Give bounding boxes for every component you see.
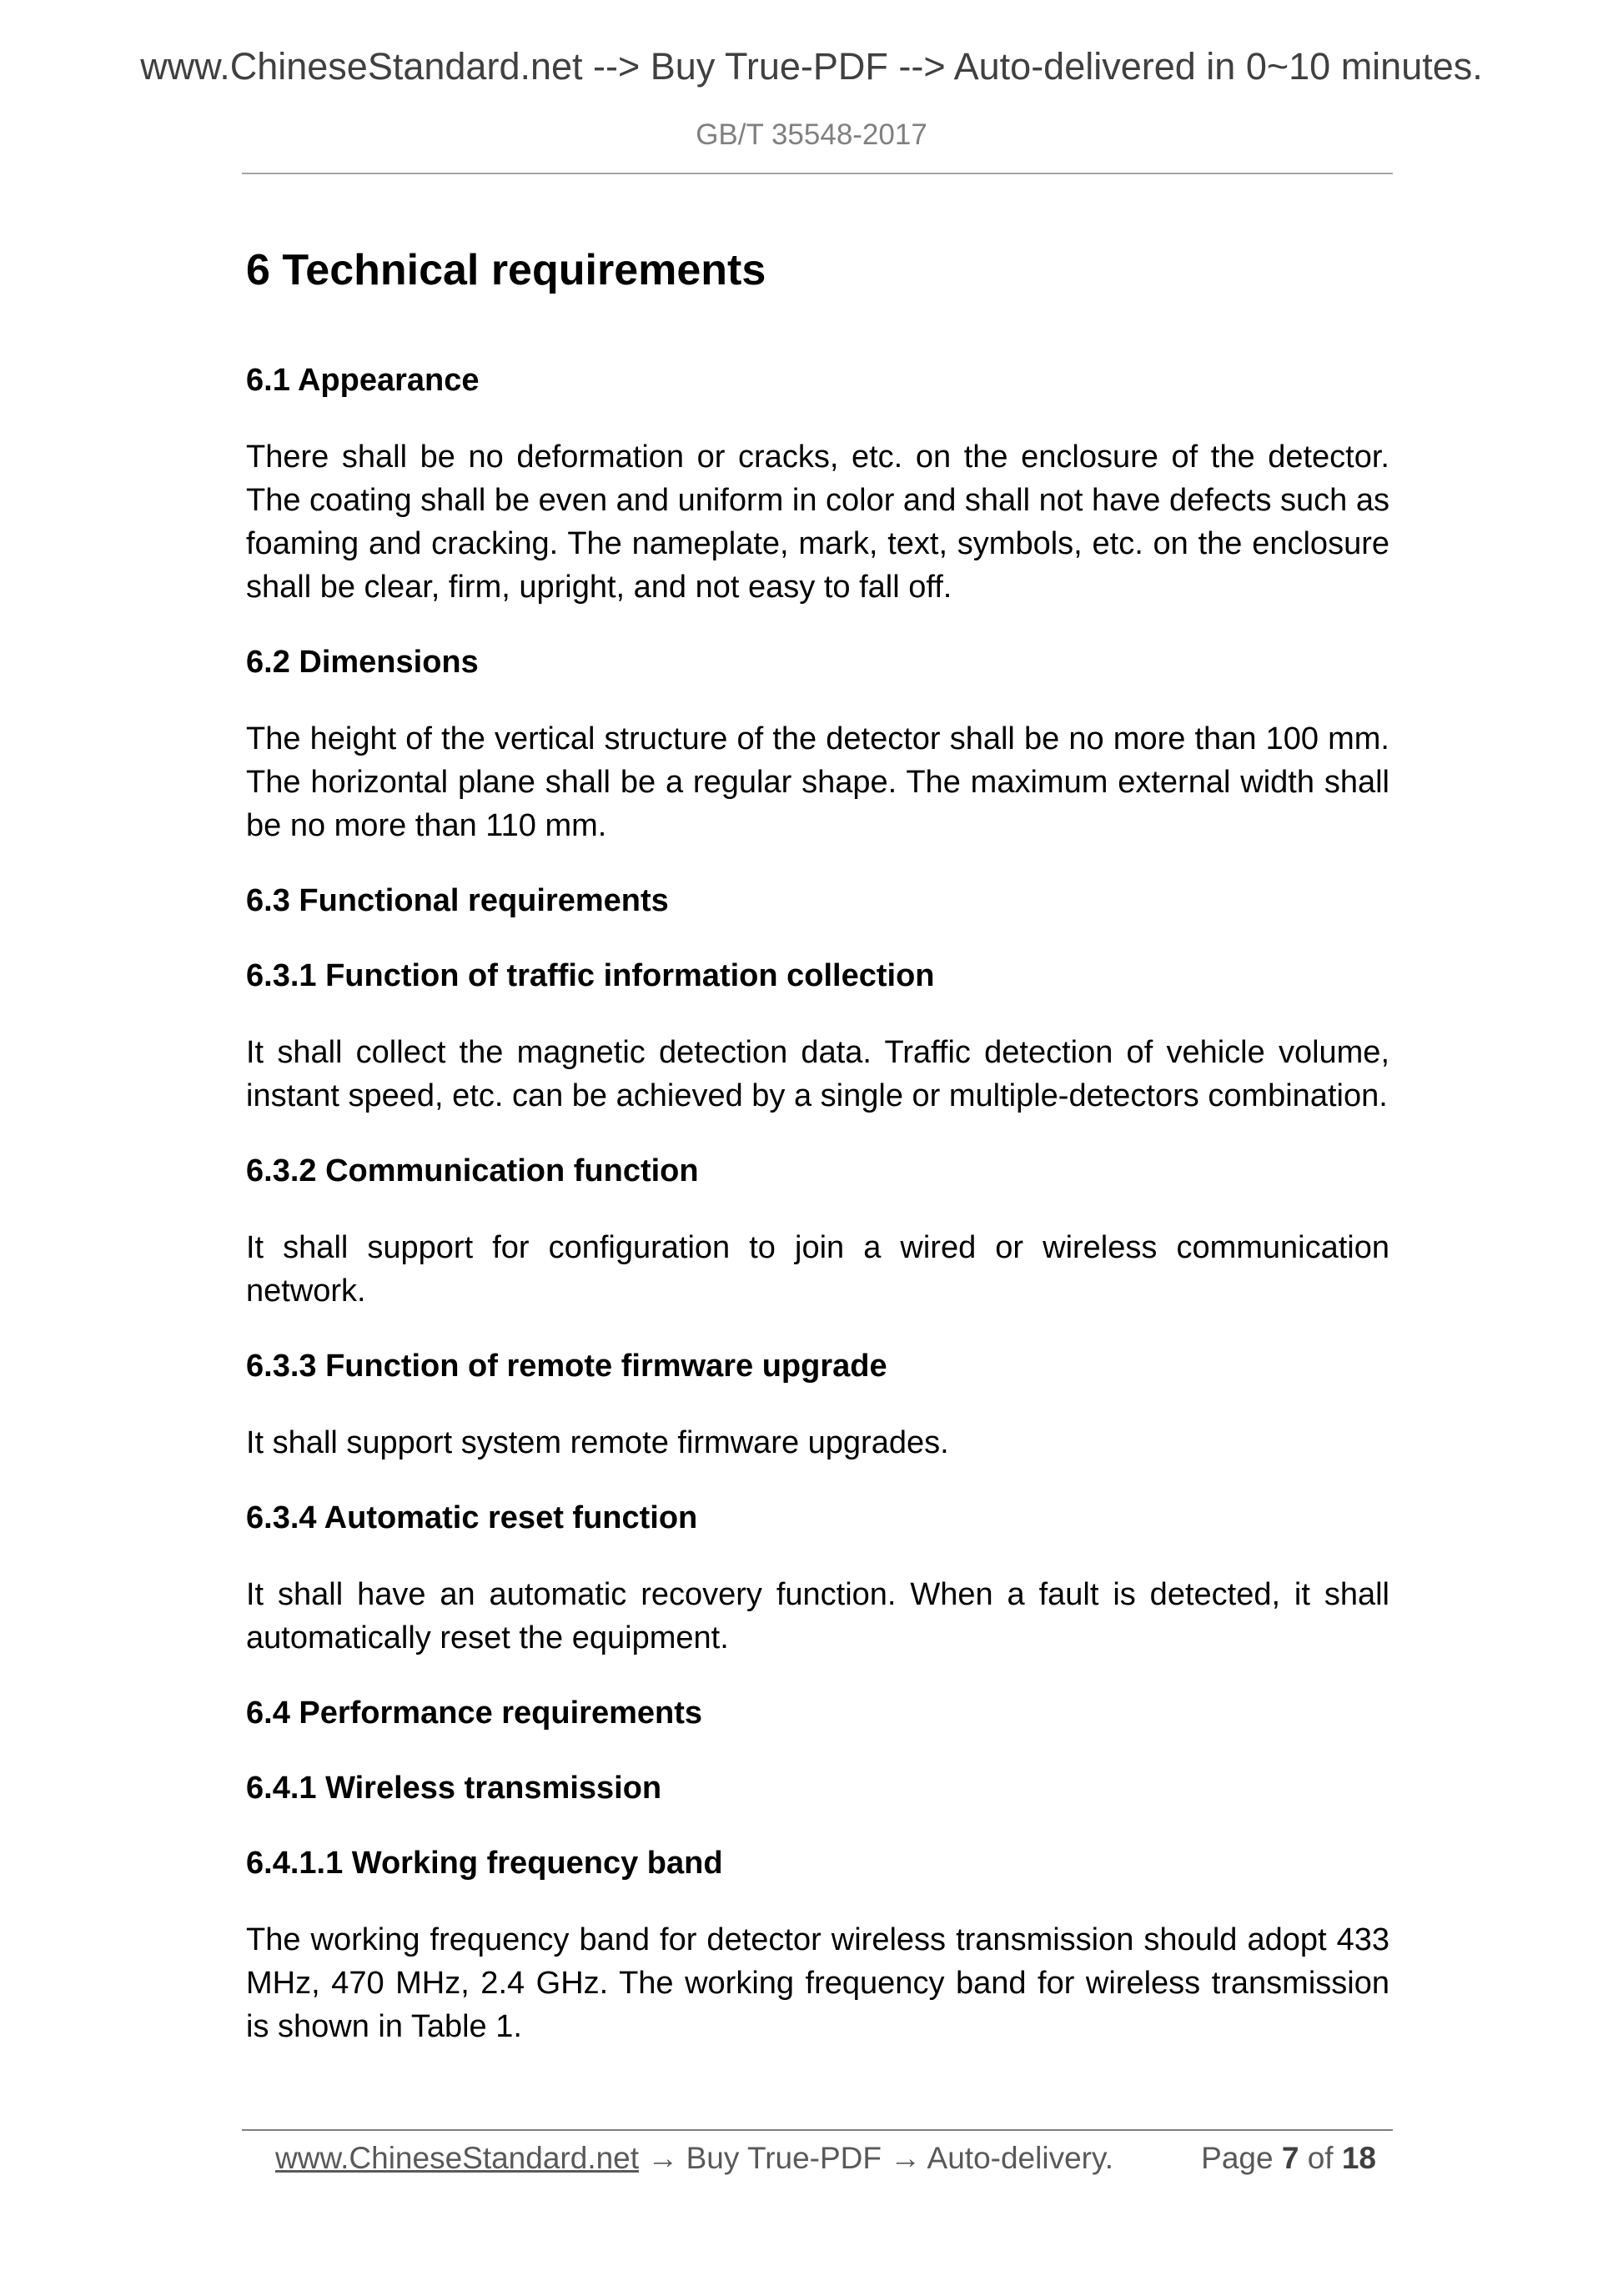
paragraph-6-4-1-1: The working frequency band for detector wireless transmission should adopt 433 MHz, 470 MHz, 2.4 GHz. The working frequency band for wireless transmission is shown in Table 1. bbox=[246, 1922, 1389, 2044]
page-number bbox=[1201, 2133, 1376, 2183]
page-total: 18 bbox=[1341, 2141, 1376, 2175]
page-current: 7 bbox=[1281, 2141, 1299, 2175]
paragraph-6-2: The height of the vertical structure of the detector shall be no more than 100 mm. The horizontal plane shall be a regular shape. The maximum external width shall be no more than 110 mm. bbox=[246, 721, 1389, 843]
arrow-right-icon: → bbox=[647, 2141, 679, 2175]
footer-site-link[interactable]: www.ChineseStandard.net bbox=[275, 2141, 640, 2175]
heading-6-4: 6.4 Performance requirements bbox=[246, 1696, 703, 1731]
heading-6-1: 6.1 Appearance bbox=[246, 363, 480, 398]
section-title: 6 Technical requirements bbox=[246, 246, 766, 294]
header-divider bbox=[242, 173, 1393, 174]
heading-6-3-2: 6.3.2 Communication function bbox=[246, 1153, 699, 1188]
paragraph-6-3-4: It shall have an automatic recovery function. When a fault is detected, it shall automatically reset the equipment. bbox=[246, 1577, 1389, 1655]
page-content bbox=[246, 234, 1389, 2048]
page-of: of bbox=[1307, 2141, 1334, 2175]
arrow-right-icon: → bbox=[890, 2141, 922, 2175]
heading-6-2: 6.2 Dimensions bbox=[246, 645, 479, 680]
heading-6-3-1: 6.3.1 Function of traffic information collection bbox=[246, 958, 935, 993]
footer-delivery-text: Auto-delivery. bbox=[927, 2141, 1114, 2175]
paragraph-6-1: There shall be no deformation or cracks, etc. on the enclosure of the detector. The coating shall be even and uniform in color and shall not have defects such as foaming and cracking. The nameplate, mark, text, symbols, etc. on the enclosure shall be clear, firm, upright, and not easy to fall off. bbox=[246, 440, 1389, 605]
footer-buy-text: Buy True-PDF bbox=[686, 2141, 882, 2175]
top-banner: www.ChineseStandard.net --> Buy True-PDF --> Auto-delivered in 0~10 minutes. bbox=[140, 45, 1483, 88]
heading-6-3-3: 6.3.3 Function of remote firmware upgrade bbox=[246, 1349, 887, 1384]
standard-code: GB/T 35548-2017 bbox=[696, 118, 927, 151]
heading-6-4-1: 6.4.1 Wireless transmission bbox=[246, 1771, 662, 1806]
page-footer bbox=[275, 2133, 1376, 2183]
paragraph-6-3-3: It shall support system remote firmware upgrades. bbox=[246, 1425, 949, 1460]
heading-6-3-4: 6.3.4 Automatic reset function bbox=[246, 1500, 698, 1535]
paragraph-6-3-2: It shall support for configuration to join a wired or wireless communication network. bbox=[246, 1230, 1389, 1309]
footer-divider bbox=[242, 2129, 1393, 2131]
page-label: Page bbox=[1201, 2141, 1274, 2175]
heading-6-3: 6.3 Functional requirements bbox=[246, 883, 669, 918]
paragraph-6-3-1: It shall collect the magnetic detection data. Traffic detection of vehicle volume, instant speed, etc. can be achieved by a single or multiple-detectors combination. bbox=[246, 1035, 1389, 1113]
heading-6-4-1-1: 6.4.1.1 Working frequency band bbox=[246, 1846, 723, 1881]
